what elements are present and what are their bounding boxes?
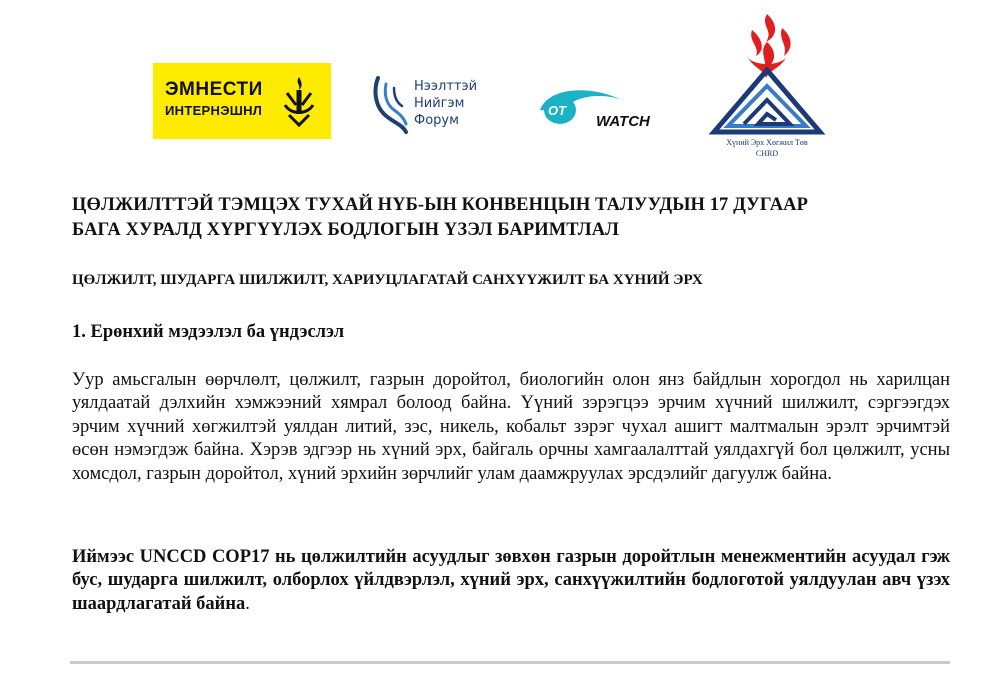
open-society-forum-logo	[372, 74, 492, 136]
flame-icon	[748, 14, 791, 78]
chrd-logo	[708, 12, 826, 162]
amnesty-logo-line1: ЭМНЕСТИ	[165, 79, 263, 100]
title-line1: ЦӨЛЖИЛТТЭЙ ТЭМЦЭХ ТУХАЙ НҮБ-ЫН КОНВЕНЦЫН ТАЛУУДЫН 17 ДУГААР	[72, 195, 809, 215]
chrd-caption: Хүний Эрх Хөгжил Төв	[726, 138, 808, 147]
document-subtitle: ЦӨЛЖИЛТ, ШУДАРГА ШИЛЖИЛТ, ХАРИУЦЛАГАТАЙ САНХҮҮЖИЛТ БА ХҮНИЙ ЭРХ	[72, 272, 703, 288]
ot-watch-logo	[538, 82, 658, 132]
logo-bar	[0, 0, 1000, 170]
chrd-triangle-mid	[728, 86, 806, 126]
section-heading: 1. Ерөнхий мэдээлэл ба үндэслэл	[72, 322, 345, 342]
nnf-line3: Форум	[414, 113, 459, 128]
paragraph-1: Уур амьсгалын өөрчлөлт, цөлжилт, газрын доройтол, биологийн олон янз байдлын хорогдол нь харилцан уялдаатай дэлхийн хэмжээний хямрал болоод байна. Үүний зэрэгцээ эрчим хүчний шилжилт, сэргээгдэх эрчим хүчний хөгжилтэй уялдан литий, зэс, никель, кобальт зэрэг чухал ашигт малтмалын эрэлт эрчимтэй өсөн нэмэгдэж байна. Хэрэв эдгээр нь хүний эрх, байгаль орчны хамгаалалттай уялдахгүй бол цөлжилт, усны хомсдол, газрын доройтол, хүний эрхийн зөрчлийг улам даамжруулах эрсдэлийг дагуулж байна.	[72, 370, 950, 484]
nnf-line1: Нээлттэй	[414, 79, 478, 94]
ot-watch-watch-text: WATCH	[596, 113, 650, 130]
document-title	[72, 193, 950, 243]
paragraph-2-bold: Иймээс UNCCD COP17 нь цөлжилтийн асуудлыг зөвхөн газрын доройтлын менежментийн асуудал гэж бус, шударга шилжилт, олборлох үйлдвэрлэл, хүний эрх, санхүүжилтийн бодлоготой уялдуулан авч үзэх шаардлагатай байна	[72, 547, 950, 614]
paragraph-2-end: .	[245, 593, 250, 614]
amnesty-logo	[153, 63, 331, 139]
nnf-line2: Нийгэм	[414, 96, 465, 111]
title-line2: БАГА ХУРАЛД ХҮРГҮҮЛЭХ БОДЛОГЫН ҮЗЭЛ БАРИМТЛАЛ	[72, 220, 620, 240]
paragraph-2	[72, 546, 950, 616]
chrd-abbr: CHRD	[755, 149, 779, 158]
amnesty-logo-line2: ИНТЕРНЭШНЛ	[165, 103, 263, 118]
ot-watch-ot-text: OT	[548, 103, 567, 118]
nnf-swirl-icon	[372, 74, 412, 136]
candle-icon	[281, 75, 317, 129]
horizontal-rule	[70, 661, 950, 664]
